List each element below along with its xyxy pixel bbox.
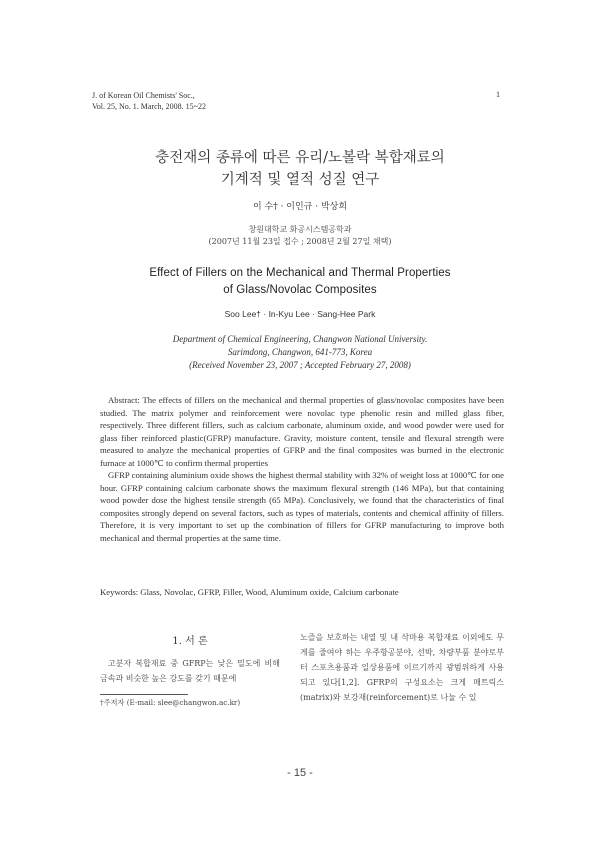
right-column [300, 630, 504, 705]
journal-line-1: J. of Korean Oil Chemists' Soc., [92, 91, 195, 100]
english-affiliation-line-2: Sarimdong, Changwon, 641-773, Korea [227, 347, 373, 357]
journal-citation [92, 90, 206, 112]
korean-affiliation-block [0, 224, 600, 248]
header-page-number: 1 [496, 90, 500, 99]
page-footer: - 15 - [287, 767, 313, 779]
english-authors: Soo Lee† · In-Kyu Lee · Sang-Hee Park [224, 309, 376, 319]
korean-dates: (2007년 11월 23일 접수 ; 2008년 2월 27일 채택) [208, 237, 392, 246]
english-title-line-1: Effect of Fillers on the Mechanical and Thermal Properties [149, 267, 451, 279]
abstract-label: Abstract: [108, 395, 140, 405]
left-column [100, 656, 280, 686]
abstract-text-1: The effects of fillers on the mechanical and thermal properties of glass/novolac composites have been studied. The matrix polymer and reinforcement were novolac type phenolic resin and milled glass fiber, respectively. Three different fillers, such as calcium carbonate, aluminum oxide, and wood powder were used for glass fiber reinforced plastic(GFRP) manufacture. Gravity, moisture content, tensile and flexural strength were measured to analyze the mechanical properties of GFRP and the final composites was burned in the electronic furnace at 1000℃ to confirm thermal properties [100, 395, 504, 468]
abstract-paragraph-1 [100, 394, 504, 469]
left-column-text: 고분자 복합재료 중 GFRP는 낮은 밀도에 비해 금속과 비슷한 높은 강도를 갖기 때문에 [100, 659, 280, 683]
korean-authors: 이 수† · 이인규 · 박상희 [252, 202, 348, 212]
keywords-text: Glass, Novolac, GFRP, Filler, Wood, Aluminum oxide, Calcium carbonate [140, 587, 399, 597]
korean-title-line-2: 기계적 및 열적 성질 연구 [220, 172, 380, 188]
abstract [100, 394, 504, 544]
english-title-line-2: of Glass/Novolac Composites [223, 284, 377, 296]
right-column-text: 노즐을 보호하는 내열 및 내 삭마용 복합재료 이외에도 무게를 줄여야 하는 우주항공분야, 선박, 차량부품 분야로부터 스포츠용품과 일상용품에 이르기까지 광범위하게 사용되고 있다[1,2]. GFRP의 구성요소는 크게 매트릭스(matrix)와 보강재(reinforcement)로 나눌 수 있 [300, 633, 504, 702]
abstract-paragraph-2: GFRP containing aluminium oxide shows the highest thermal stability with 32% of weight loss at 1000℃ for one hour. GFRP containing calcium carbonate shows the maximum flexural strength (146 MPa), but that containing wood powder dose the highest tensile strength (65 MPa). Conclusively, we found that the characteristics of final composites strongly depend on several factors, such as types of materials, contents and chemical affinity of fillers. Therefore, it is very important to set up the combination of fillers for GFRP manufacturing to improve both mechanical and thermal properties at the same time. [100, 470, 504, 543]
footnote: †주저자 (E-mail: slee@changwon.ac.kr) [100, 698, 241, 707]
footnote-divider [100, 694, 188, 695]
korean-title-line-1: 충전재의 종류에 따른 유리/노볼락 복합재료의 [155, 150, 445, 166]
english-affiliation-line-1: Department of Chemical Engineering, Changwon National University. [172, 334, 428, 344]
english-title [0, 265, 600, 299]
keywords-label: Keywords: [100, 587, 139, 597]
english-received-dates: (Received November 23, 2007 ; Accepted February 27, 2008) [189, 360, 411, 370]
english-affiliation [0, 333, 600, 372]
journal-line-2: Vol. 25, No. 1. March, 2008. 15~22 [92, 102, 206, 111]
section-heading: 1. 서 론 [172, 636, 208, 647]
keywords [100, 587, 504, 597]
korean-affiliation: 창원대학교 화공시스템공학과 [248, 225, 352, 234]
